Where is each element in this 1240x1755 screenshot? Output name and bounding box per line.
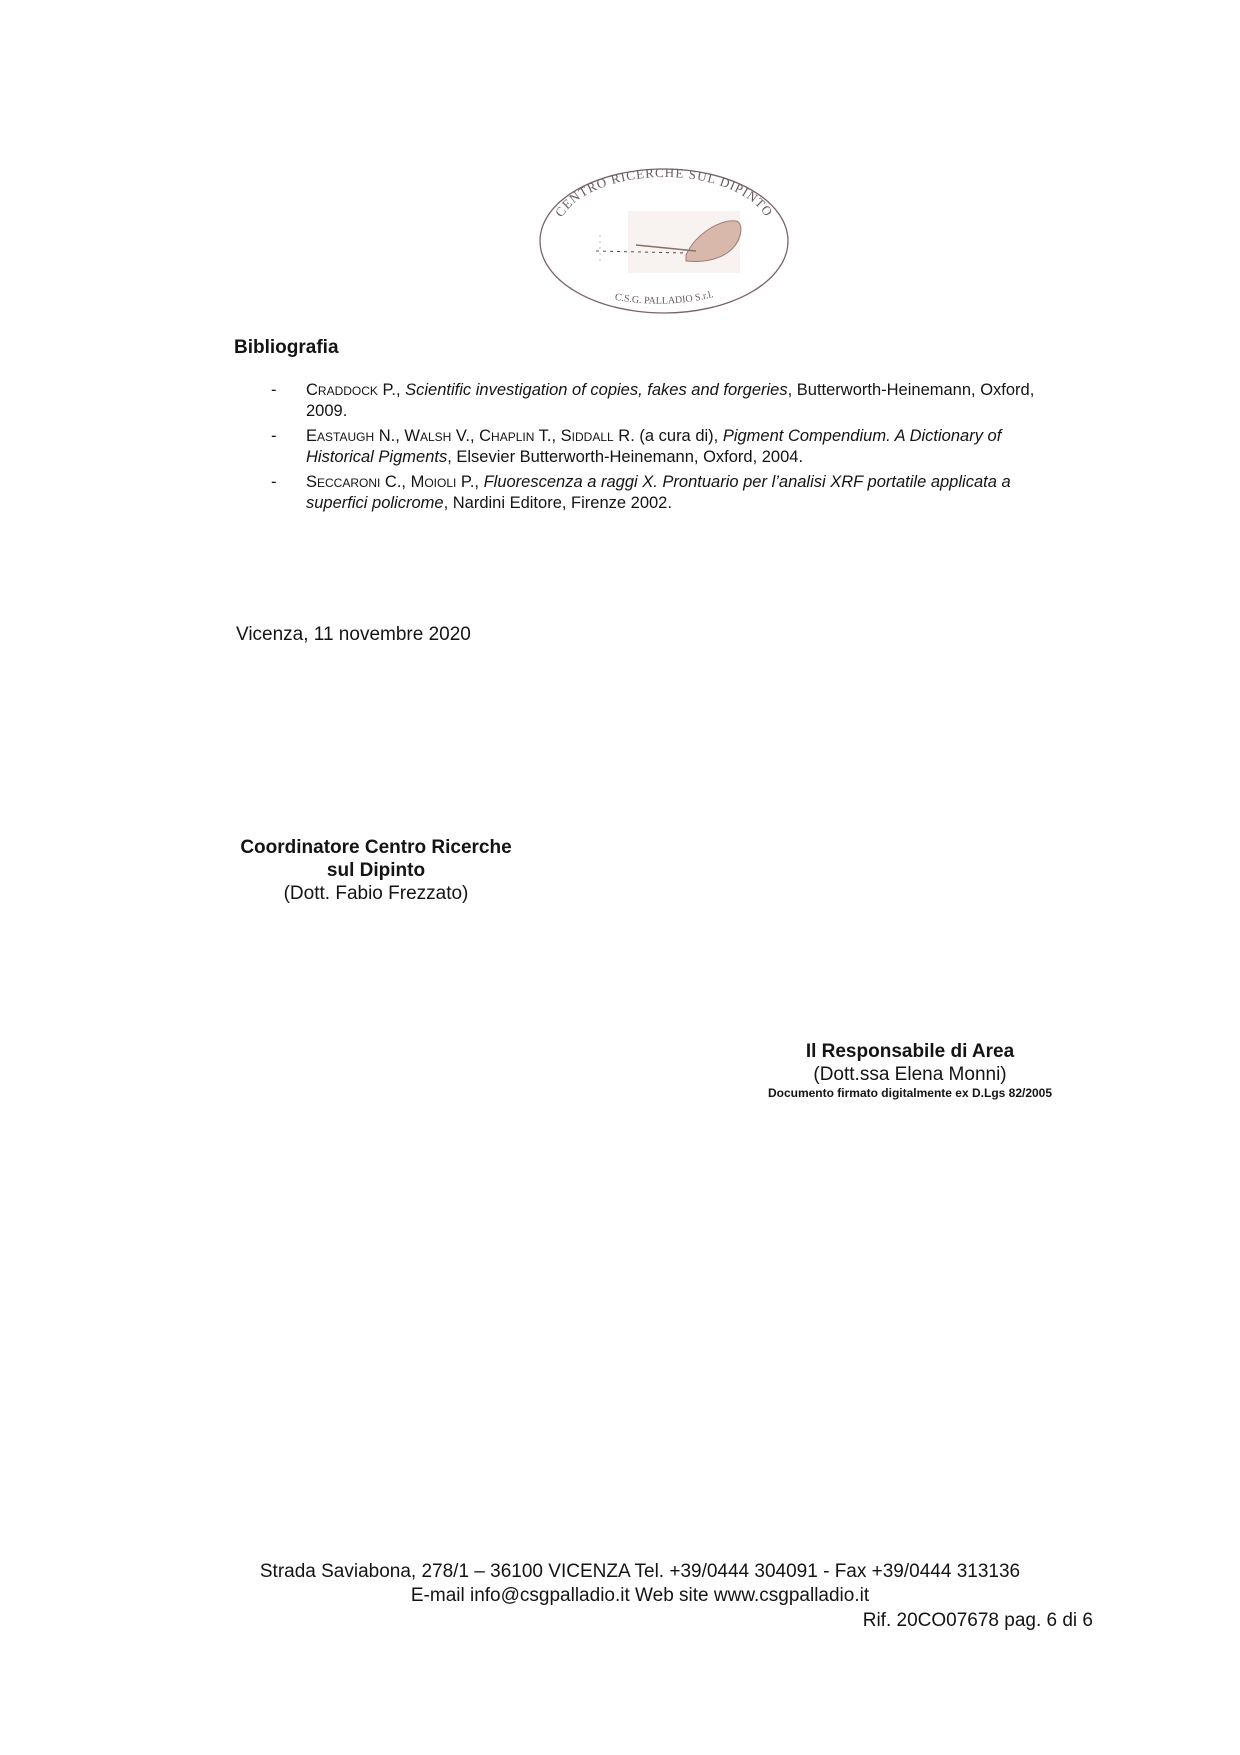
entry-publisher: , Butterworth-Heinemann, Oxford, — [787, 381, 1035, 399]
list-bullet: - — [271, 427, 277, 445]
coordinator-name: (Dott. Fabio Frezzato) — [283, 883, 469, 904]
entry-title: Pigment Compendium. A Dictionary of — [722, 427, 1002, 445]
digital-signature-note: Documento firmato digitalmente ex D.Lgs 82/2005 — [767, 1086, 1053, 1100]
entry-title-continued: Historical Pigments — [306, 448, 448, 466]
footer-address: Strada Saviabona, 278/1 – 36100 VICENZA Tel. +39/0444 304091 - Fax +39/0444 313136 — [259, 1561, 1021, 1582]
responsible-signature-block — [720, 1040, 1100, 1100]
logo-bottom-text: C.S.G. PALLADIO S.r.l. — [614, 289, 715, 307]
entry-authors: Seccaroni C., Moioli P. — [306, 473, 475, 491]
svg-text:C.S.G. PALLADIO S.r.l. — [614, 289, 715, 307]
entry-title: Scientific investigation of copies, fakes and forgeries — [405, 381, 788, 399]
responsible-title: Il Responsabile di Area — [805, 1041, 1015, 1062]
entry-authors: Craddock P. — [306, 381, 396, 399]
entry-publisher: , Elsevier Butterworth-Heinemann, Oxford, 2004. — [447, 448, 804, 466]
entry-authors: Eastaugh N., Walsh V., Chaplin T., Siddall R. — [306, 427, 635, 445]
company-logo-stamp — [536, 163, 792, 319]
responsible-name: (Dott.ssa Elena Monni) — [813, 1064, 1007, 1085]
entry-title-continued: superfici policrome — [306, 494, 444, 512]
entry-year: 2009. — [306, 402, 348, 420]
coordinator-title: Coordinatore Centro Ricerche — [240, 837, 512, 858]
entry-title: Fluorescenza a raggi X. Prontuario per l’analisi XRF portatile applicata a — [483, 473, 1011, 491]
hand-brush-icon — [596, 211, 741, 273]
place-and-date: Vicenza, 11 novembre 2020 — [236, 624, 471, 645]
coordinator-signature-block — [236, 836, 516, 905]
entry-editor-note: (a cura di), — [634, 427, 723, 445]
page-reference: Rif. 20CO07678 pag. 6 di 6 — [862, 1610, 1093, 1631]
list-bullet: - — [271, 473, 277, 491]
coordinator-title-continued: sul Dipinto — [326, 860, 426, 881]
entry-publisher: , Nardini Editore, Firenze 2002. — [443, 494, 672, 512]
footer-contacts: E-mail info@csgpalladio.it Web site www.csgpalladio.it — [410, 1585, 870, 1606]
logo-top-text: CENTRO RICERCHE SUL DIPINTO — [551, 164, 777, 220]
list-bullet: - — [271, 381, 277, 399]
bibliography-heading: Bibliografia — [234, 337, 339, 358]
